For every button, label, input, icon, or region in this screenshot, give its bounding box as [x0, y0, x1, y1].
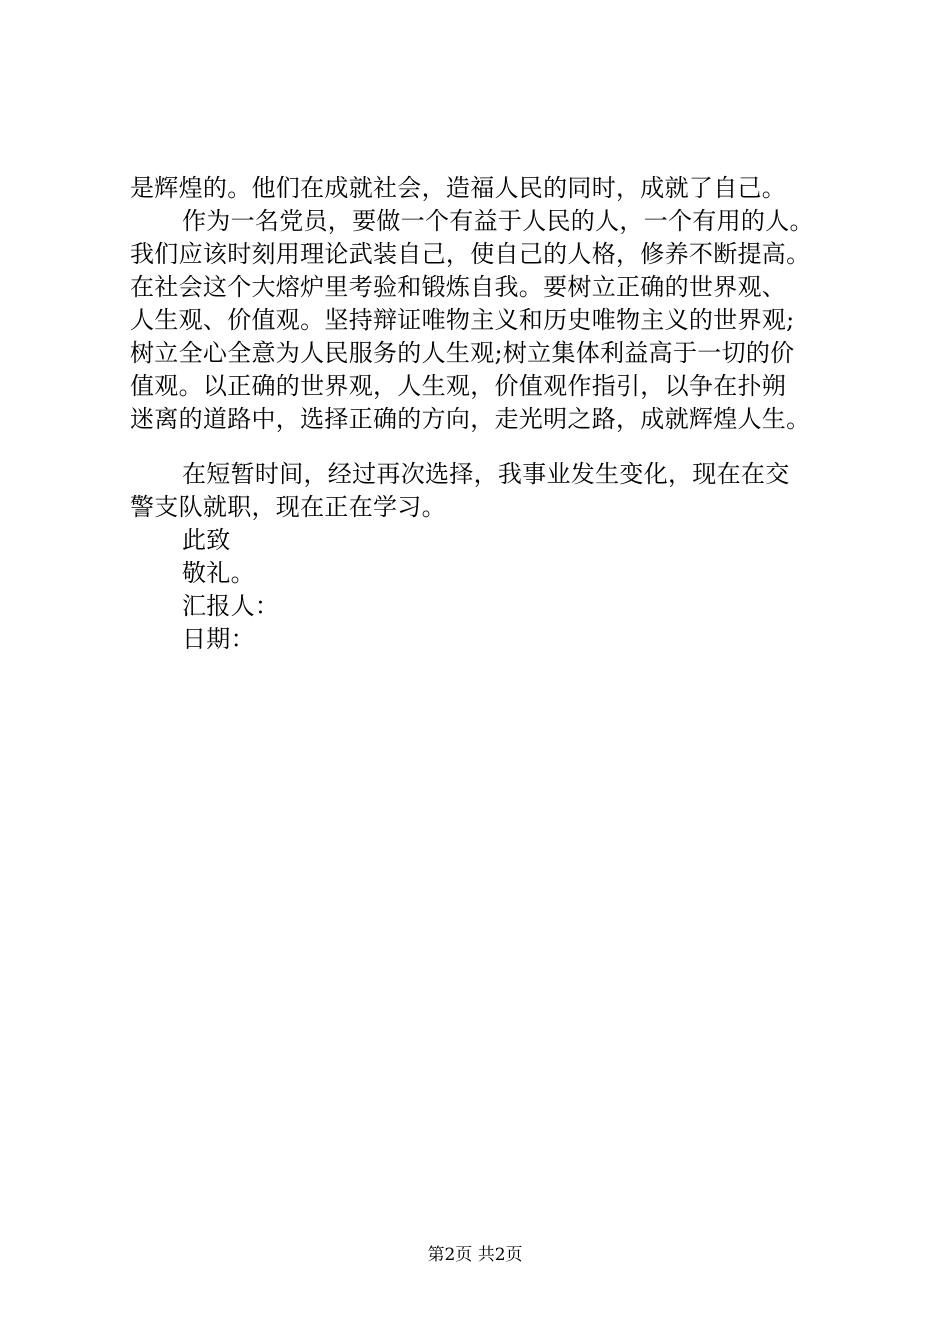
- paragraph-line: 人生观、价值观。坚持辩证唯物主义和历史唯物主义的世界观;: [130, 306, 795, 334]
- paragraph-line: 值观。以正确的世界观，人生观，价值观作指引，以争在扑朔: [130, 372, 787, 400]
- date-label: 日期：: [182, 625, 255, 653]
- closing-regards: 敬礼。: [182, 559, 255, 587]
- paragraph-line: 我们应该时刻用理论武装自己，使自己的人格，修养不断提高。: [130, 240, 811, 268]
- closing-salutation: 此致: [182, 526, 231, 554]
- page-number-footer: 第2页 共2页: [427, 1245, 523, 1265]
- paragraph-line: 在短暂时间，经过再次选择，我事业发生变化，现在在交: [182, 460, 790, 488]
- paragraph-line: 在社会这个大熔炉里考验和锻炼自我。要树立正确的世界观、: [130, 273, 787, 301]
- paragraph-line: 迷离的道路中，选择正确的方向，走光明之路，成就辉煌人生。: [130, 405, 811, 433]
- paragraph-line: 树立全心全意为人民服务的人生观;树立集体利益高于一切的价: [130, 339, 795, 367]
- paragraph-line: 警支队就职，现在正在学习。: [130, 493, 446, 521]
- paragraph-spacer: [130, 436, 870, 458]
- reporter-label: 汇报人：: [182, 592, 280, 620]
- document-body: [130, 172, 870, 656]
- paragraph-line: 是辉煌的。他们在成就社会，造福人民的同时，成就了自己。: [130, 174, 787, 202]
- paragraph-line: 作为一名党员，要做一个有益于人民的人，一个有用的人。: [182, 207, 814, 235]
